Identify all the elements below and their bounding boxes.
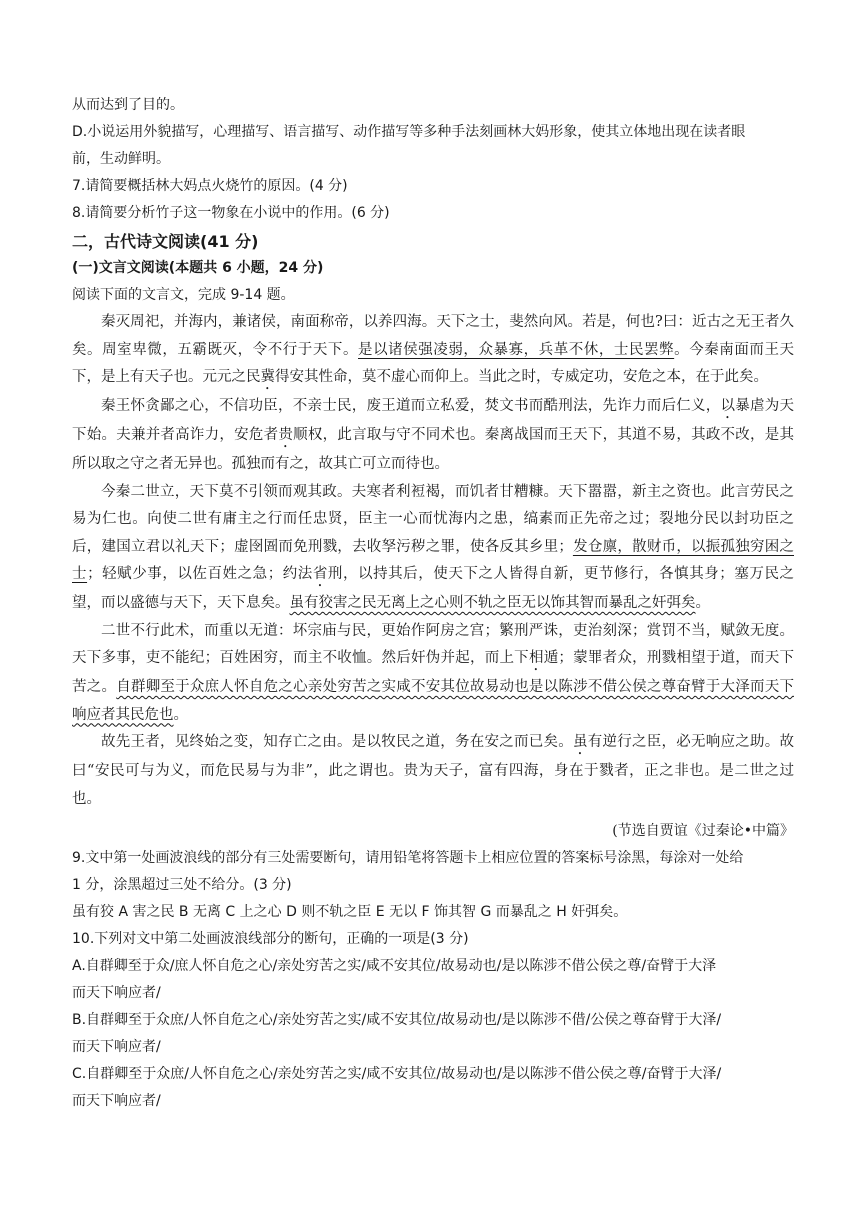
underlined-sentence-2: 发仓廪，散财币，以振孤独穷困之士	[72, 538, 794, 582]
question-9-line1: 9.文中第一处画波浪线的部分有三处需要断句，请用铅笔将答题卡上相应位置的答案标号涂黑，每涂对一处给	[72, 850, 744, 866]
option-c-continuation: 从而达到了目的。	[72, 97, 184, 113]
wavy-line-1: 虽有狡害之民无离上之心则不轨之臣无以饰其智而暴乱之奸弭矣	[289, 595, 696, 611]
dotted-word: 相	[528, 650, 544, 666]
option-d-line1: D.小说运用外貌描写，心理描写、语言描写、动作描写等多种手法刻画林大妈形象，使其立体地出现在读者眼	[72, 124, 746, 140]
passage-paragraph-5: 故先王者，见终始之变，知存亡之由。是以牧民之道，务在安之而已矣。虽有逆行之臣，必无响应之助。故曰“安民可与为义，而危民易与为非”，此之谓也。贵为天子，富有四海，身在于戮者，正之非也。是二世之过也。	[72, 734, 794, 807]
option-a-line2: 而天下响应者/	[72, 985, 161, 1001]
option-d-line2: 前，生动鲜明。	[72, 151, 170, 167]
option-c-line1: C.自群卿至于众庶/人怀自危之心/亲处穷苦之实/咸不安其位/故易动也/是以陈涉不借公侯之尊/奋臂于大泽/	[72, 1066, 722, 1082]
passage-source: (节选自贾谊《过秦论•中篇》	[612, 823, 794, 839]
dotted-word: 虽	[573, 734, 588, 750]
option-b-line1: B.自群卿至于众庶/人怀自危之心/亲处穷苦之实/咸不安其位/故易动也/是以陈涉不借/公侯之尊奋臂于大泽/	[72, 1012, 722, 1028]
passage-paragraph-4: 二世不行此术，而重以无道：坏宗庙与民，更始作阿房之宫；繁刑严诛，吏治刻深；赏罚不当，赋敛无度。天下多事，吏不能纪；百姓困穷，而主不收恤。然后奸伪并起，而上下相遁；蒙罪者众，刑戮相望于道，而天下苦之。自群卿至于众庶人怀自危之心亲处穷苦之实咸不安其位故易动也是以陈涉不借公侯之尊奋臂于大泽而天下响应者其民危也。	[72, 622, 795, 723]
reading-instruction: 阅读下面的文言文，完成 9-14 题。	[72, 287, 295, 303]
underlined-sentence-1: 是以诸侯强凌弱，众暴寡，兵革不休，士民罢弊	[358, 341, 675, 358]
question-10: 10.下列对文中第二处画波浪线部分的断句，正确的一项是(3 分)	[72, 931, 469, 947]
option-c-line2: 而天下响应者/	[72, 1093, 161, 1109]
option-a-line1: A.自群卿至于众/庶人怀自危之心/亲处穷苦之实/咸不安其位/故易动也/是以陈涉不借公侯之尊/奋臂于大泽	[72, 958, 717, 974]
wavy-line-2: 自群卿至于众庶人怀自危之心亲处穷苦之实咸不安其位故易动也是以陈涉不借公侯之尊奋臂于大泽而天下响应者其民危也	[72, 679, 794, 723]
exam-page	[72, 92, 794, 1115]
subsection-title: (一)文言文阅读(本题共 6 小题，24 分)	[72, 260, 324, 276]
passage-paragraph-3: 今秦二世立，天下莫不引领而观其政。夫寒者利裋褐，而饥者甘糟糠。天下嚣嚣，新主之资也。此言劳民之易为仁也。向使二世有庸主之行而任忠贤，臣主一心而忧海内之患，缟素而正先帝之过；裂地分民以封功臣之后，建国立君以礼天下；虚囹圄而免刑戮，去收孥污秽之罪，使各反其乡里；发仓廪，散财币，以振孤独穷困之士；轻赋少事，以佐百姓之急；约法省刑，以持其后，使天下之人皆得自新，更节修行，各慎其身；塞万民之望，而以盛德与天下，天下息矣。虽有狡害之民无离上之心则不轨之臣无以饰其智而暴乱之奸弭矣。	[72, 483, 795, 611]
question-7: 7.请简要概括林大妈点火烧竹的原因。(4 分)	[72, 178, 348, 194]
questions	[72, 845, 794, 1115]
passage-paragraph-2: 秦王怀贪鄙之心，不信功臣，不亲士民，废王道而立私爱，焚文书而酷刑法，先诈力而后仁义，以暴虐为天下始。夫兼并者高诈力，安危者贵顺权，此言取与守不同术也。秦离战国而王天下，其道不易，其政不改，是其所以取之守之者无异也。孤独而有之，故其亡可立而待也。	[72, 398, 795, 472]
passage-paragraph-1: 秦灭周祀，并海内，兼诸侯，南面称帝，以养四海。天下之士，斐然向风。若是，何也?曰：近古之无王者久矣。周室卑微，五霸既灭，令不行于天下。是以诸侯强凌弱，众暴寡，兵革不休，士民罢弊。今秦南面而王天下，是上有天子也。元元之民冀得安其性命，莫不虚心而仰上。当此之时，专威定功，安危之本，在于此矣。	[72, 314, 795, 385]
question-9-line2: 1 分，涂黑超过三处不给分。(3 分)	[72, 877, 292, 893]
dotted-word: 冀	[260, 369, 275, 385]
option-b-line2: 而天下响应者/	[72, 1039, 161, 1055]
question-9-text: 虽有狡 A 害之民 B 无离 C 上之心 D 则不轨之臣 E 无以 F 饰其智 G 而暴乱之 H 奸弭矣。	[72, 904, 628, 920]
previous-questions	[72, 92, 794, 227]
dotted-word: 省	[312, 566, 328, 582]
dotted-word: 以	[720, 398, 736, 414]
dotted-word: 贵	[278, 427, 294, 443]
section-title: 二，古代诗文阅读(41 分)	[72, 232, 259, 251]
question-8: 8.请简要分析竹子这一物象在小说中的作用。(6 分)	[72, 205, 390, 221]
